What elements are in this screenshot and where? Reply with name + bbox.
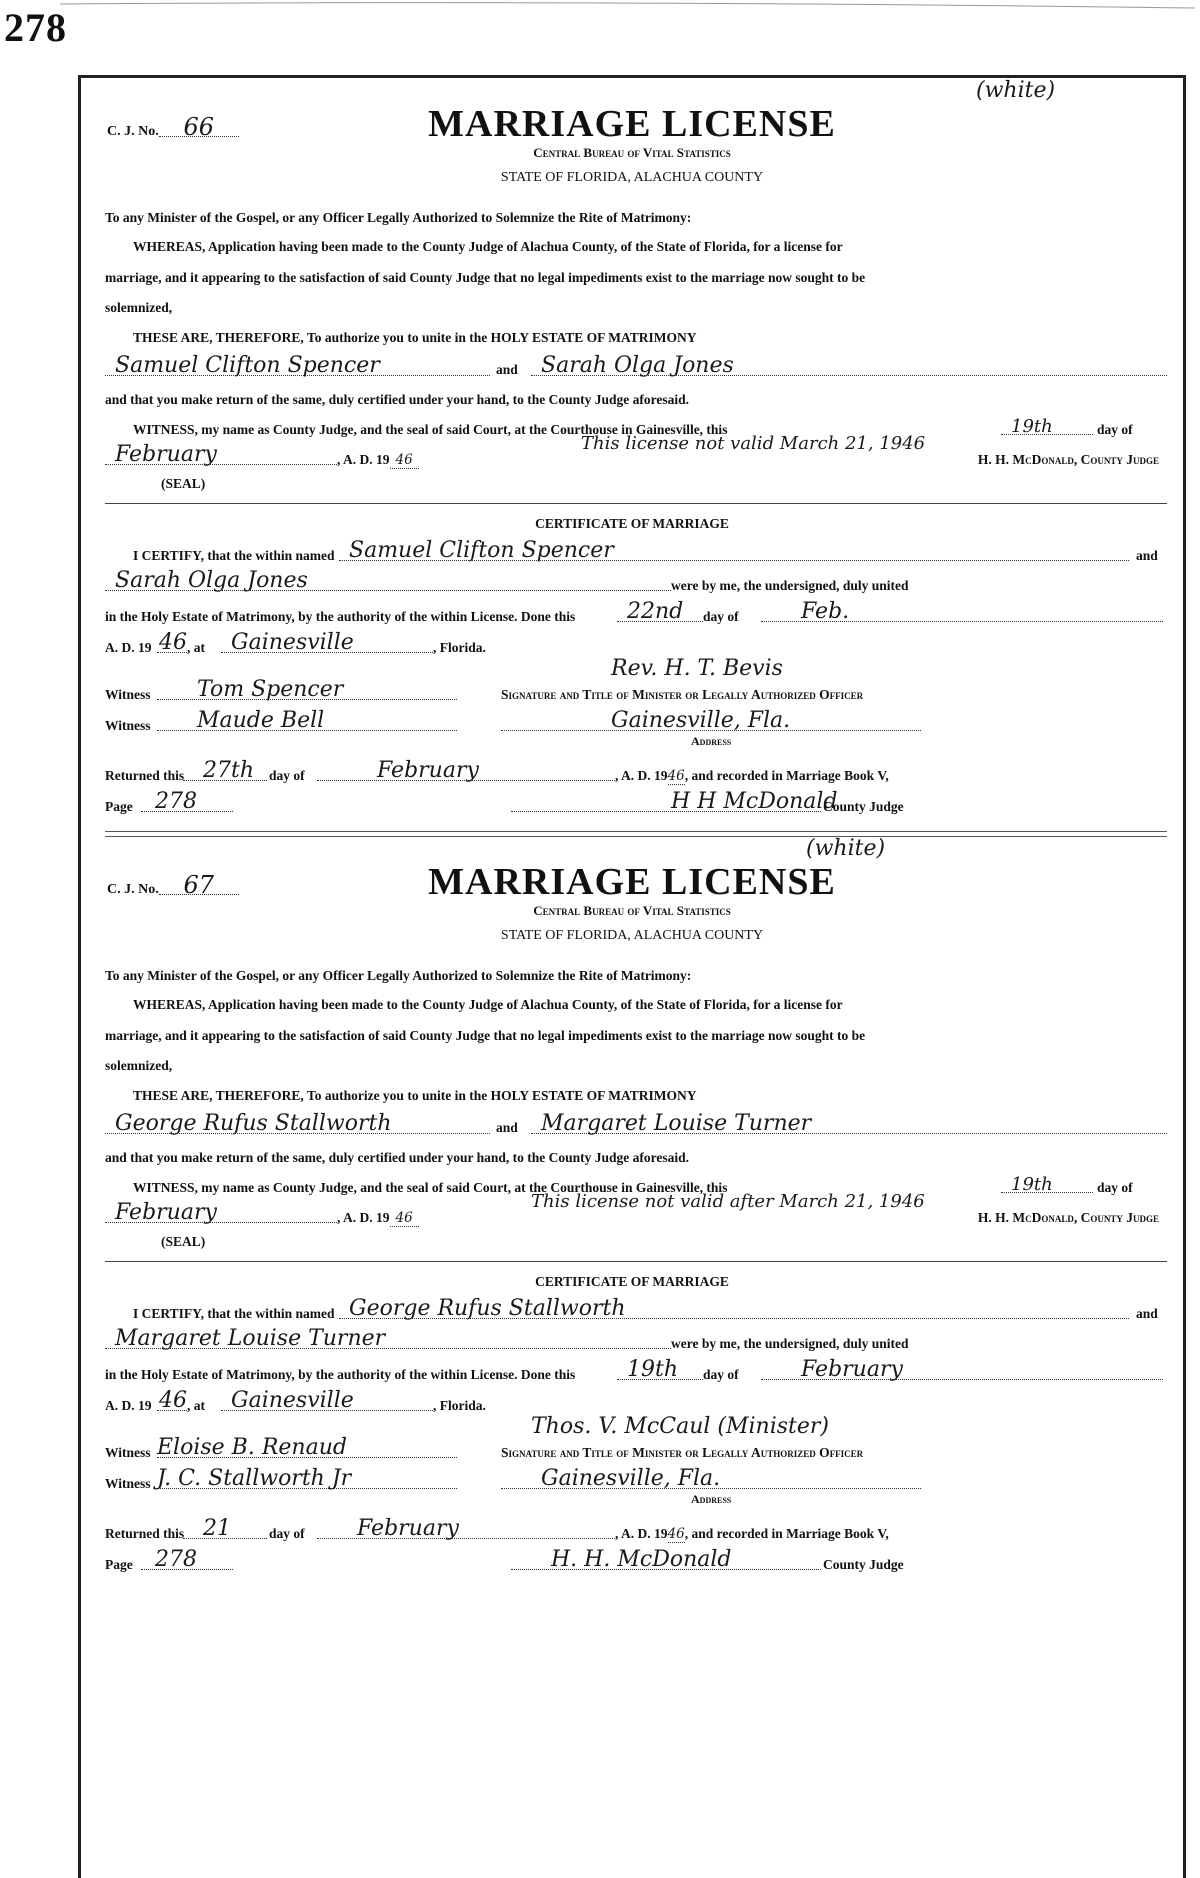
- whereas-line-1: WHEREAS, Application having been made to the County Judge of Alachua County, of the State of Florida, for a license for: [133, 997, 843, 1012]
- whereas-line-1: WHEREAS, Application having been made to the County Judge of Alachua County, of the State of Florida, for a license for: [133, 239, 843, 254]
- united-line: were by me, the undersigned, duly united: [671, 578, 909, 593]
- returned-ad: [615, 768, 889, 784]
- witness2-name: J. C. Stallworth Jr: [157, 1466, 352, 1491]
- cert-bride-name: Sarah Olga Jones: [115, 568, 308, 593]
- page-label: Page: [105, 799, 133, 814]
- florida-label: , Florida.: [433, 640, 486, 655]
- returned-ad: [615, 1526, 889, 1542]
- day-field: [1001, 412, 1093, 435]
- witness1-field: [157, 677, 457, 700]
- day-of-label: day of: [1097, 1180, 1133, 1195]
- month-field: [105, 442, 337, 465]
- holy-estate-line: in the Holy Estate of Matrimony, by the authority of the within License. Done this: [105, 1367, 576, 1382]
- witness1-name: Tom Spencer: [197, 677, 344, 702]
- minister-signature: [511, 656, 931, 681]
- page-field: [141, 789, 233, 812]
- license-separator: [105, 831, 1167, 837]
- witness1-name: Eloise B. Renaud: [157, 1435, 347, 1460]
- place-value: Gainesville: [231, 630, 354, 655]
- returned-month: February: [377, 758, 479, 783]
- therefore-line: THESE ARE, THEREFORE, To authorize you to unite in the HOLY ESTATE OF MATRIMONY: [133, 330, 697, 345]
- page-corner-curve: [0, 0, 1200, 80]
- therefore-line: THESE ARE, THEREFORE, To authorize you to unite in the HOLY ESTATE OF MATRIMONY: [133, 1088, 697, 1103]
- done-month: Feb.: [801, 599, 850, 624]
- month-field: [105, 1200, 337, 1223]
- return-line: and that you make return of the same, duly certified under your hand, to the County Judge aforesaid.: [105, 392, 690, 407]
- cert-year: 46: [159, 630, 187, 655]
- minister-caption: Signature and Title of Minister or Legally Authorized Officer: [501, 687, 864, 702]
- seal-label: (SEAL): [161, 1234, 206, 1249]
- done-month-field: [761, 1357, 1163, 1380]
- place-field: [221, 630, 433, 653]
- witness2-label: Witness: [105, 718, 151, 733]
- cert-bride-name: Margaret Louise Turner: [115, 1326, 386, 1351]
- year-value: 46: [390, 452, 419, 469]
- witness2-field: [157, 708, 457, 731]
- bride-field: [531, 1111, 1167, 1134]
- groom-name: George Rufus Stallworth: [115, 1111, 392, 1136]
- done-month: February: [801, 1357, 903, 1382]
- witness-line: WITNESS, my name as County Judge, and the seal of said Court, at the Courthouse in Gainesville, this: [133, 1180, 728, 1195]
- county-judge-label: County Judge: [823, 799, 904, 814]
- returned-day-of: day of: [269, 768, 305, 783]
- cert-bride-field: [105, 1326, 671, 1349]
- witness1-field: [157, 1435, 457, 1458]
- done-day-field: [617, 599, 703, 622]
- section-divider: [105, 503, 1167, 504]
- cert-groom-field: [339, 1296, 1129, 1319]
- returned-label: Returned this: [105, 768, 185, 783]
- witness2-name: Maude Bell: [197, 708, 325, 733]
- license-title: MARRIAGE LICENSE: [428, 103, 836, 145]
- united-line: were by me, the undersigned, duly united: [671, 1336, 909, 1351]
- whereas-line-2: marriage, and it appearing to the satisfaction of said County Judge that no legal impediments exist to the marriage now sought to be: [105, 270, 866, 285]
- cert-groom-name: Samuel Clifton Spencer: [349, 538, 614, 563]
- cj-label: C. J. No.: [107, 124, 159, 139]
- judge-sig-field: [511, 1547, 821, 1570]
- returned-month-field: [317, 758, 615, 781]
- cj-value: 66: [159, 118, 239, 137]
- license-title: MARRIAGE LICENSE: [428, 861, 836, 903]
- minister-address: Gainesville, Fla.: [541, 1466, 721, 1491]
- judge-signature: H H McDonald: [671, 789, 838, 814]
- groom-field: [105, 1111, 490, 1134]
- returned-ad-label: , A. D. 19: [615, 768, 668, 783]
- cert-year-field: [157, 630, 187, 653]
- cj-value: 67: [159, 876, 239, 895]
- whereas-line-2: marriage, and it appearing to the satisfaction of said County Judge that no legal impediments exist to the marriage now sought to be: [105, 1028, 866, 1043]
- cert-groom-field: [339, 538, 1129, 561]
- validity-note: This license not valid after March 21, 1946: [531, 1191, 925, 1212]
- month-value: February: [115, 442, 217, 467]
- bureau-line: Central Bureau of Vital Statistics: [533, 145, 731, 160]
- address-line: To any Minister of the Gospel, or any Officer Legally Authorized to Solemnize the Rite of Matrimony:: [105, 210, 692, 225]
- witness2-field: [157, 1466, 457, 1489]
- returned-day-field: [183, 758, 267, 781]
- race-note: (white): [806, 836, 886, 861]
- page-value: 278: [155, 1547, 197, 1572]
- returned-day: 27th: [203, 758, 255, 783]
- done-month-field: [761, 599, 1163, 622]
- recorded-text: , and recorded in Marriage Book V,: [684, 1526, 889, 1541]
- returned-day-of: day of: [269, 1526, 305, 1541]
- minister-sig: Thos. V. McCaul (Minister): [531, 1414, 829, 1439]
- document-frame: [78, 75, 1186, 1878]
- at-label: , at: [187, 640, 205, 655]
- florida-label: , Florida.: [433, 1398, 486, 1413]
- returned-month: February: [357, 1516, 459, 1541]
- cert-ad-label: A. D. 19: [105, 1398, 152, 1413]
- cert-year: 46: [159, 1388, 187, 1413]
- minister-signature: [511, 1414, 931, 1439]
- judge-signature: H. H. McDonald: [551, 1547, 732, 1572]
- year-value: 46: [390, 1210, 419, 1227]
- returned-year: 46: [667, 768, 685, 784]
- witness-line: WITNESS, my name as County Judge, and the seal of said Court, at the Courthouse in Gainesville, this: [133, 422, 728, 437]
- cj-label: C. J. No.: [107, 882, 159, 897]
- returned-day-field: [183, 1516, 267, 1539]
- returned-month-field: [317, 1516, 615, 1539]
- whereas-line-3: solemnized,: [105, 300, 173, 315]
- county-judge-label: County Judge: [823, 1557, 904, 1572]
- ad-label: , A. D. 19: [337, 1210, 390, 1225]
- cert-year-field: [157, 1388, 187, 1411]
- day-value: 19th: [1011, 416, 1053, 437]
- cert-and-label: and: [1136, 548, 1158, 563]
- minister-address-field: [501, 1466, 921, 1489]
- returned-day: 21: [203, 1516, 231, 1541]
- day-value: 19th: [1011, 1174, 1053, 1195]
- returned-year: 46: [667, 1526, 685, 1542]
- witness1-label: Witness: [105, 1445, 151, 1460]
- done-day-of: day of: [703, 609, 739, 624]
- judge-sig-field: [511, 789, 838, 814]
- minister-address-field: [501, 708, 921, 731]
- cert-and-label: and: [1136, 1306, 1158, 1321]
- page-field: [141, 1547, 233, 1570]
- ad-year: [337, 1210, 419, 1226]
- witness2-label: Witness: [105, 1476, 151, 1491]
- county-judge-name: H. H. McDonald, County Judge: [977, 452, 1159, 467]
- bride-name: Margaret Louise Turner: [541, 1111, 812, 1136]
- certify-label: I CERTIFY, that the within named: [133, 548, 335, 563]
- page-value: 278: [155, 789, 197, 814]
- page-label: Page: [105, 1557, 133, 1572]
- address-caption: Address: [691, 1492, 732, 1506]
- certificate-heading: CERTIFICATE OF MARRIAGE: [535, 1274, 729, 1289]
- and-label: and: [496, 362, 518, 377]
- done-day: 19th: [627, 1357, 679, 1382]
- and-label: and: [496, 1120, 518, 1135]
- cert-bride-field: [105, 568, 671, 591]
- certify-label: I CERTIFY, that the within named: [133, 1306, 335, 1321]
- certificate-heading: CERTIFICATE OF MARRIAGE: [535, 516, 729, 531]
- returned-label: Returned this: [105, 1526, 185, 1541]
- holy-estate-line: in the Holy Estate of Matrimony, by the authority of the within License. Done this: [105, 609, 576, 624]
- returned-ad-label: , A. D. 19: [615, 1526, 668, 1541]
- month-value: February: [115, 1200, 217, 1225]
- bureau-line: Central Bureau of Vital Statistics: [533, 903, 731, 918]
- day-field: [1001, 1170, 1093, 1193]
- recorded-text: , and recorded in Marriage Book V,: [684, 768, 889, 783]
- seal-label: (SEAL): [161, 476, 206, 491]
- done-day: 22nd: [627, 599, 684, 624]
- cert-groom-name: George Rufus Stallworth: [349, 1296, 626, 1321]
- whereas-line-3: solemnized,: [105, 1058, 173, 1073]
- address-line: To any Minister of the Gospel, or any Officer Legally Authorized to Solemnize the Rite of Matrimony:: [105, 968, 692, 983]
- page-number: 278: [4, 5, 67, 50]
- validity-note: This license not valid March 21, 1946: [581, 433, 926, 454]
- bride-field: [531, 353, 1167, 376]
- minister-sig: Rev. H. T. Bevis: [611, 656, 783, 681]
- place-value: Gainesville: [231, 1388, 354, 1413]
- groom-field: [105, 353, 490, 376]
- county-judge-name: H. H. McDonald, County Judge: [977, 1210, 1159, 1225]
- minister-address: Gainesville, Fla.: [611, 708, 791, 733]
- ad-year: [337, 452, 419, 468]
- done-day-of: day of: [703, 1367, 739, 1382]
- race-note: (white): [976, 78, 1056, 103]
- day-of-label: day of: [1097, 422, 1133, 437]
- done-day-field: [617, 1357, 703, 1380]
- ad-label: , A. D. 19: [337, 452, 390, 467]
- bride-name: Sarah Olga Jones: [541, 353, 734, 378]
- at-label: , at: [187, 1398, 205, 1413]
- witness1-label: Witness: [105, 687, 151, 702]
- place-field: [221, 1388, 433, 1411]
- return-line: and that you make return of the same, duly certified under your hand, to the County Judge aforesaid.: [105, 1150, 690, 1165]
- groom-name: Samuel Clifton Spencer: [115, 353, 380, 378]
- minister-caption: Signature and Title of Minister or Legally Authorized Officer: [501, 1445, 864, 1460]
- cert-ad-label: A. D. 19: [105, 640, 152, 655]
- state-line: STATE OF FLORIDA, ALACHUA COUNTY: [500, 928, 764, 943]
- address-caption: Address: [691, 734, 732, 748]
- section-divider: [105, 1261, 1167, 1262]
- state-line: STATE OF FLORIDA, ALACHUA COUNTY: [500, 170, 764, 185]
